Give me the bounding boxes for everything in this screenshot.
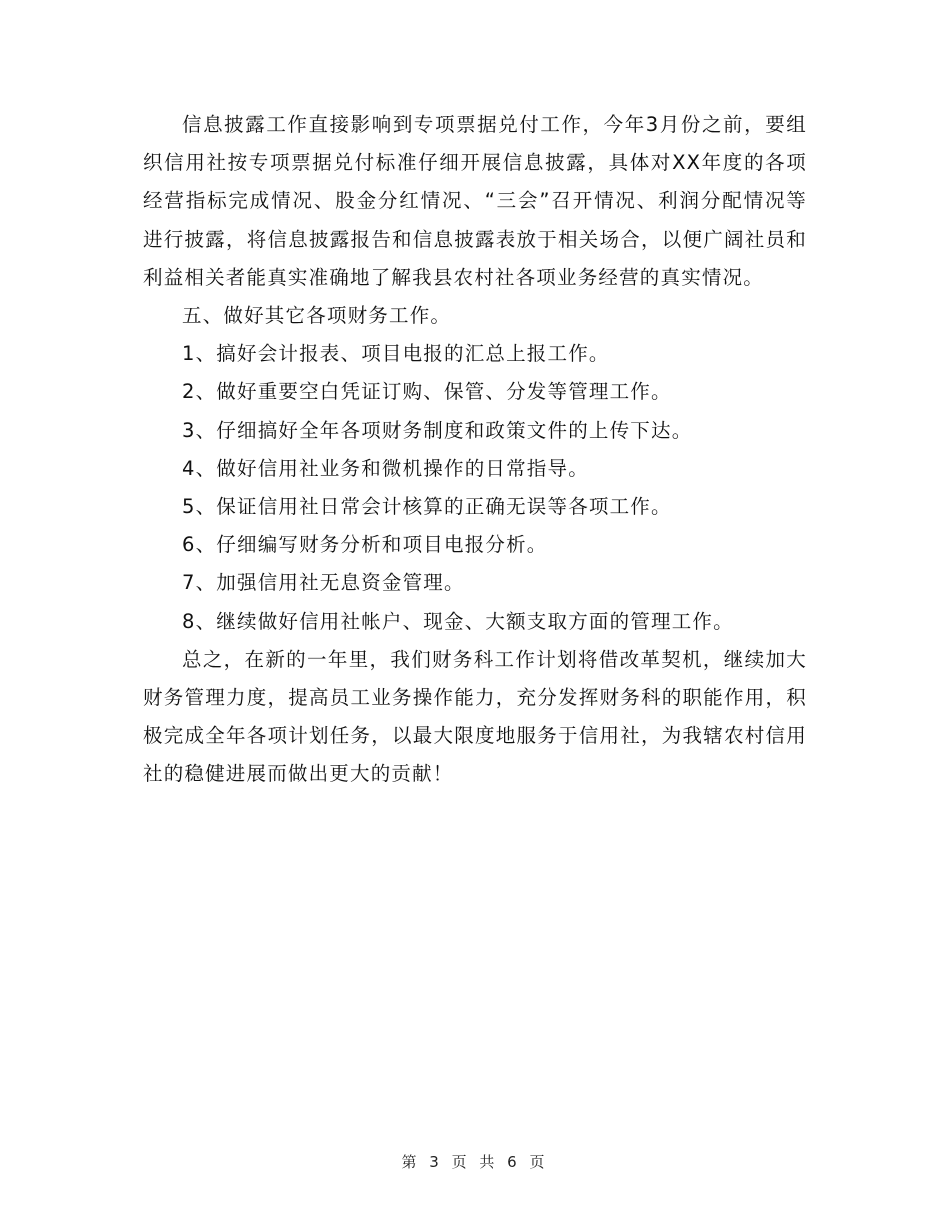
document-body [143, 106, 807, 794]
section-heading: 五、做好其它各项财务工作。 [182, 304, 452, 328]
list-item: 7、加强信用社无息资金管理。 [182, 571, 465, 595]
list-item: 4、做好信用社业务和微机操作的日常指导。 [182, 456, 589, 480]
paragraph-conclusion: 总之，在新的一年里，我们财务科工作计划将借改革契机，继续加大财务管理力度，提高员工业务操作能力，充分发挥财务科的职能作用，积极完成全年各项计划任务，以最大限度地服务于信用社，为我辖农村信用社的稳健进展而做出更大的贡献！ [143, 647, 807, 786]
page-number-footer: 第 3 页 共 6 页 [401, 1153, 549, 1171]
list-item: 1、搞好会计报表、项目电报的汇总上报工作。 [182, 342, 610, 366]
list-item: 8、继续做好信用社帐户、现金、大额支取方面的管理工作。 [182, 609, 734, 633]
paragraph-information-disclosure: 信息披露工作直接影响到专项票据兑付工作，今年3月份之前，要组织信用社按专项票据兑付标准仔细开展信息披露，具体对XX年度的各项经营指标完成情况、股金分红情况、“三会”召开情况、利润分配情况等进行披露，将信息披露报告和信息披露表放于相关场合，以便广阔社员和利益相关者能真实准确地了解我县农村社各项业务经营的真实情况。 [143, 113, 807, 289]
list-item: 6、仔细编写财务分析和项目电报分析。 [182, 533, 548, 557]
list-item: 3、仔细搞好全年各项财务制度和政策文件的上传下达。 [182, 418, 693, 442]
list-item: 5、保证信用社日常会计核算的正确无误等各项工作。 [182, 495, 672, 519]
list-item: 2、做好重要空白凭证订购、保管、分发等管理工作。 [182, 380, 672, 404]
